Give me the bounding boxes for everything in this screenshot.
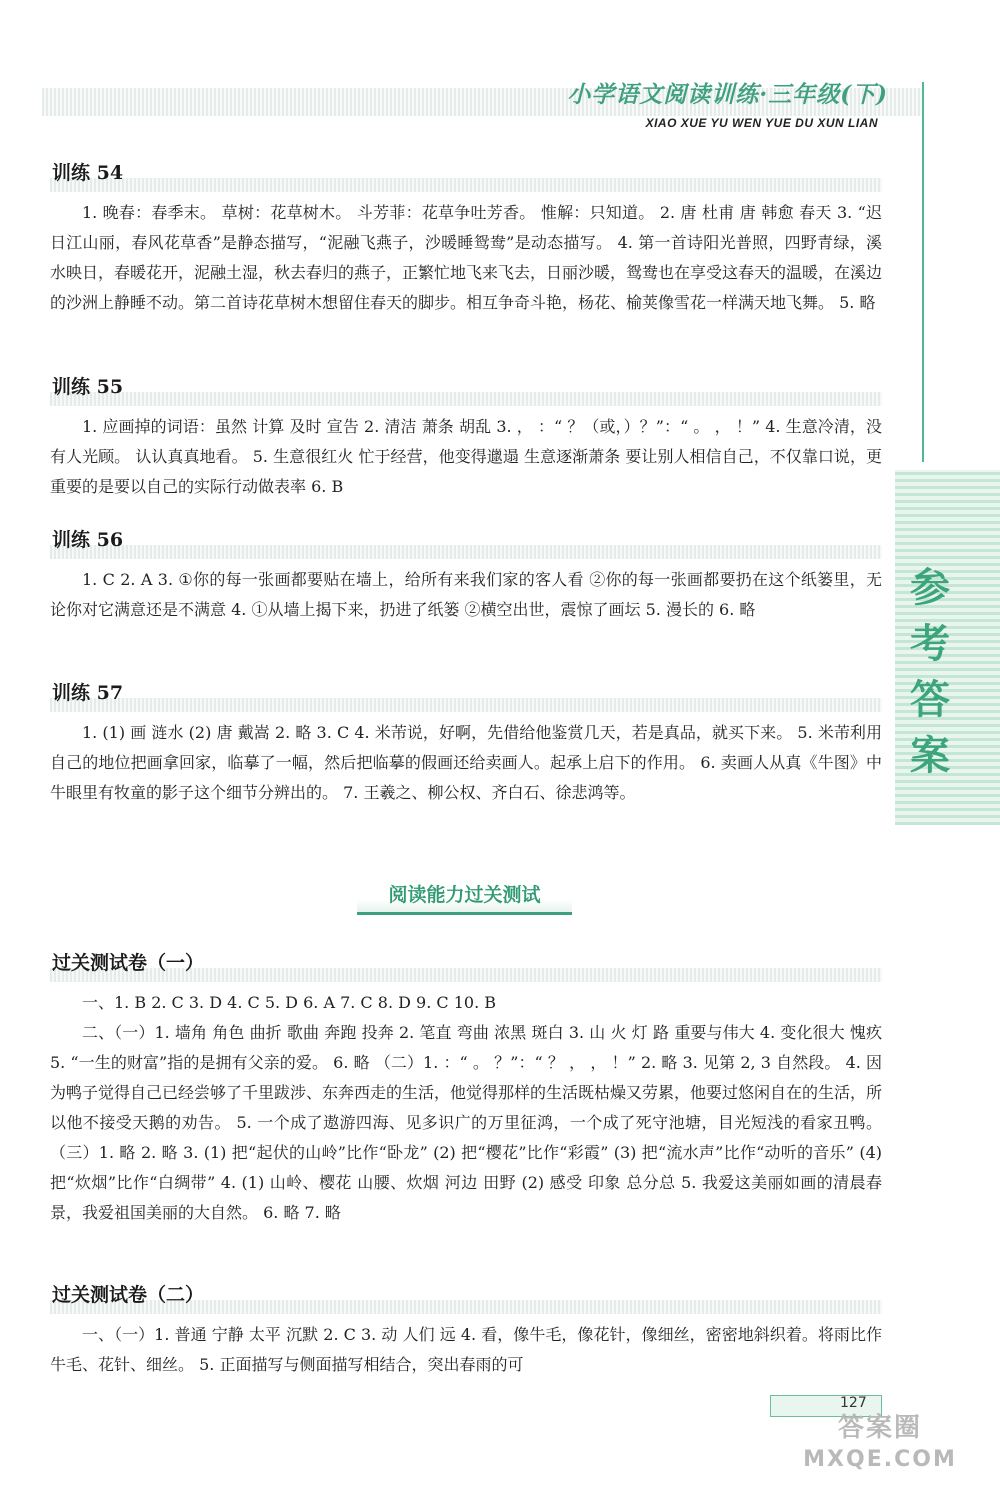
- section-title: 过关测试卷（一）: [50, 948, 882, 978]
- section-title: 训练 54: [50, 158, 882, 188]
- side-tab-label: 参考答案: [910, 564, 950, 779]
- book-title-pinyin: XIAO XUE YU WEN YUE DU XUN LIAN: [645, 116, 878, 130]
- section-answers: 1. (1) 画 涟水 (2) 唐 戴嵩 2. 略 3. C 4. 米芾说，好啊，先借给他鉴赏几天，若是真品，就买下来。 5. 米芾利用自己的地位把画拿回家，临摹了一幅，然后把临摹的假画还给卖画人。起承上启下的作用。 6. 卖画人从真《牛图》中牛眼里有牧童的影子这个细节分辨出的。 7. 王羲之、柳公权、齐白石、徐悲鸿等。: [50, 723, 882, 802]
- section-test-1: [50, 948, 882, 1228]
- section-title: 过关测试卷（二）: [50, 1280, 882, 1310]
- section-title: 训练 57: [50, 678, 882, 708]
- book-title: 小学语文阅读训练·三年级(下): [567, 81, 888, 108]
- section-test-2: [50, 1280, 882, 1380]
- center-title: 阅读能力过关测试: [357, 880, 572, 915]
- page-number: 127: [840, 1395, 867, 1411]
- section-title: 训练 56: [50, 525, 882, 555]
- section-training-54: [50, 158, 882, 318]
- watermark: [770, 1410, 990, 1480]
- watermark-text: 答案圈: [837, 1413, 922, 1443]
- section-training-55: [50, 372, 882, 502]
- test-answers-part-1: 一、1. B 2. C 3. D 4. C 5. D 6. A 7. C 8. D 9. C 10. B: [82, 993, 496, 1012]
- test-answers-part-1: 一、（一）1. 普通 宁静 太平 沉默 2. C 3. 动 人们 远 4. 看，像牛毛，像花针，像细丝，密密地斜织着。将雨比作牛毛、花针、细丝。 5. 正面描写与侧面描写相结合，突出春雨的可: [50, 1325, 882, 1374]
- watermark-url: MXQE.COM: [803, 1447, 957, 1472]
- section-title: 训练 55: [50, 372, 882, 402]
- section-answers: 1. C 2. A 3. ①你的每一张画都要贴在墙上，给所有来我们家的客人看 ②你的每一张画都要扔在这个纸篓里，无论你对它满意还是不满意 4. ①从墙上揭下来，扔进了纸篓 ②横空出世，震惊了画坛 5. 漫长的 6. 略: [50, 570, 882, 619]
- test-answers-part-2: 二、（一）1. 墙角 角色 曲折 歌曲 奔跑 投奔 2. 笔直 弯曲 浓黑 斑白 3. 山 火 灯 路 重要与伟大 4. 变化很大 愧疚 5. “一生的财富”指的是拥有父亲的爱。 6. 略 （二）1. ：“ 。 ？”：“ ？ ， ， ！” 2. 略 3. 见第 2, 3 自然段。 4. 因为鸭子觉得自己已经尝够了千里跋涉、东奔西走的生活，他觉得那样的生活既枯燥又劳累，他要过悠闲自在的生活，所以他不接受天鹅的劝告。 5. 一个成了遨游四海、见多识广的万里征鸿，一个成了死守池塘，目光短浅的看家丑鸭。 （三）1. 略 2. 略 3. (1) 把“起伏的山岭”比作“卧龙” (2) 把“樱花”比作“彩霞” (3) 把“流水声”比作“动听的音乐” (4) 把“炊烟”比作“白绸带” 4. (1) 山岭、樱花 山腰、炊烟 河边 田野 (2) 感受 印象 总分总 5. 我爱这美丽如画的清晨春景，我爱祖国美丽的大自然。 6. 略 7. 略: [50, 1023, 883, 1222]
- section-training-57: [50, 678, 882, 808]
- margin-rule: [922, 82, 924, 462]
- section-answers: 1. 晚春：春季末。 草树：花草树木。 斗芳菲：花草争吐芳香。 惟解：只知道。 2. 唐 杜甫 唐 韩愈 春天 3. “迟日江山丽，春风花草香”是静态描写，“泥融飞燕子，沙暖睡鸳鸯”是动态描写。 4. 第一首诗阳光普照，四野青绿，溪水映日，春暖花开，泥融土湿，秋去春归的燕子，正繁忙地飞来飞去，日丽沙暖，鸳鸯也在享受这春天的温暖，在溪边的沙洲上静睡不动。第二首诗花草树木想留住春天的脚步。相互争奇斗艳，杨花、榆荚像雪花一样满天地飞舞。 5. 略: [50, 203, 883, 312]
- section-training-56: [50, 525, 882, 625]
- section-answers: 1. 应画掉的词语：虽然 计算 及时 宣告 2. 清洁 萧条 胡乱 3. ， ：“ ？（或，）？”：“ 。 ， ！” 4. 生意冷清，没有人光顾。 认认真真地看。 5. 生意很红火 忙于经营，他变得邋遢 生意逐渐萧条 要让别人相信自己，不仅靠口说，更重要的是要以自己的实际行动做表率 6. B: [50, 417, 882, 496]
